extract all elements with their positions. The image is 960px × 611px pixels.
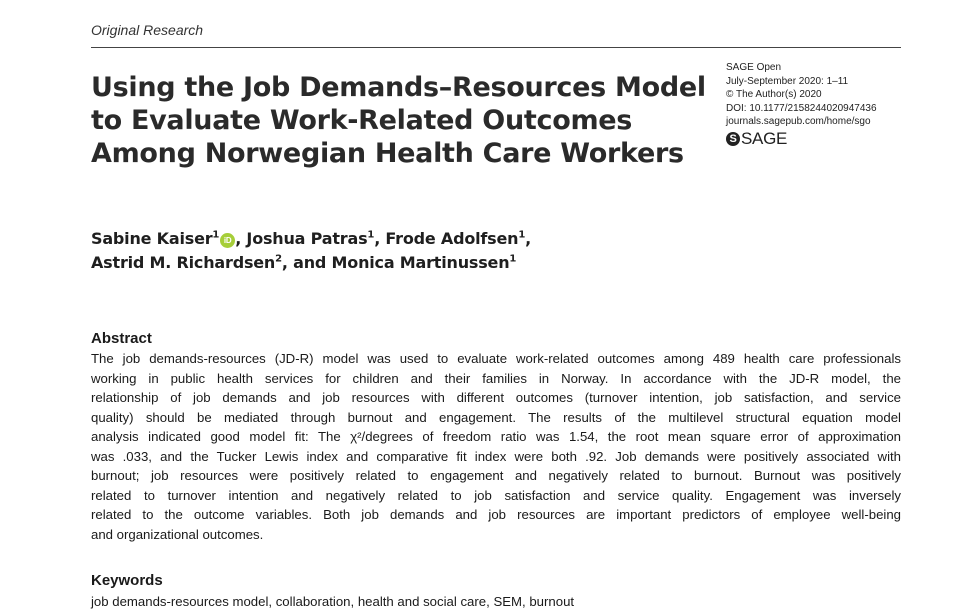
author-name[interactable]: , Joshua Patras [235,229,368,248]
keywords-list: job demands-resources model, collaboration, health and social care, SEM, burnout [91,594,575,609]
copyright: © The Author(s) 2020 [726,89,822,101]
doi[interactable]: DOI: 10.1177/2158244020947436 [726,102,877,114]
author-list [91,227,531,275]
sage-logo-icon: S [726,132,740,146]
affiliation-marker: 1 [518,229,526,241]
journal-url[interactable]: journals.sagepub.com/home/sgo [726,116,871,128]
abstract-body [91,349,901,544]
sage-logo [726,129,877,149]
header-rule [91,47,901,48]
journal-issue: July-September 2020: 1–11 [726,75,849,87]
article-title [91,71,706,170]
journal-meta [726,61,877,149]
affiliation-marker: 1 [509,253,517,265]
author-name[interactable]: , and Monica Martinussen [281,253,510,272]
affiliation-marker: 1 [367,229,375,241]
author-name[interactable]: , Frode Adolfsen [374,229,519,248]
abstract-line: related to turnover intention and negatively related to job satisfaction and service quality. Engagement was inversely [91,487,901,503]
abstract-line: The job demands-resources (JD-R) model was used to evaluate work-related outcomes among 489 health care professionals [91,351,901,366]
author-name[interactable]: Astrid M. Richardsen [91,253,276,272]
affiliation-marker: 2 [275,253,282,265]
title-line: Using the Job Demands–Resources Model [91,72,706,103]
author-line-1 [91,227,531,251]
abstract-line: analysis indicated good model fit: The χ²/degrees of freedom ratio was 1.54, the root mean square error of approximation [91,429,901,444]
keywords-heading: Keywords [91,572,163,589]
journal-name: SAGE Open [726,62,782,73]
author-separator: , [525,229,531,248]
sage-logo-text: SAGE [741,129,788,149]
abstract-line: was .033, and the Tucker Lewis index and comparative fit index were both .92. Job demands were positively associated with [91,448,901,464]
abstract-heading: Abstract [91,330,152,347]
abstract-line: working in public health services for children and their families in Norway. In accordance with the JD-R model, the [91,370,901,386]
author-name[interactable]: Sabine Kaiser [91,229,213,248]
author-line-2 [91,251,531,275]
section-label: Original Research [91,22,204,38]
abstract-line: quality) should be mediated through burnout and engagement. The results of the multilevel structural equation model [91,409,901,425]
abstract-line: burnout; job resources were positively related to engagement and negatively related to burnout. Burnout was positively [91,468,901,483]
orcid-icon[interactable]: iD [220,233,235,248]
abstract-line: relationship of job demands and job resources with different outcomes (turnover intention, job satisfaction, and service [91,390,901,405]
title-line: Among Norwegian Health Care Workers [91,138,684,169]
title-line: to Evaluate Work-Related Outcomes [91,105,633,136]
abstract-line: and organizational outcomes. [91,526,264,542]
abstract-line: related to the outcome variables. Both job demands and job resources are important predictors of employee well-being [91,507,901,522]
affiliation-marker: 1 [212,229,220,241]
